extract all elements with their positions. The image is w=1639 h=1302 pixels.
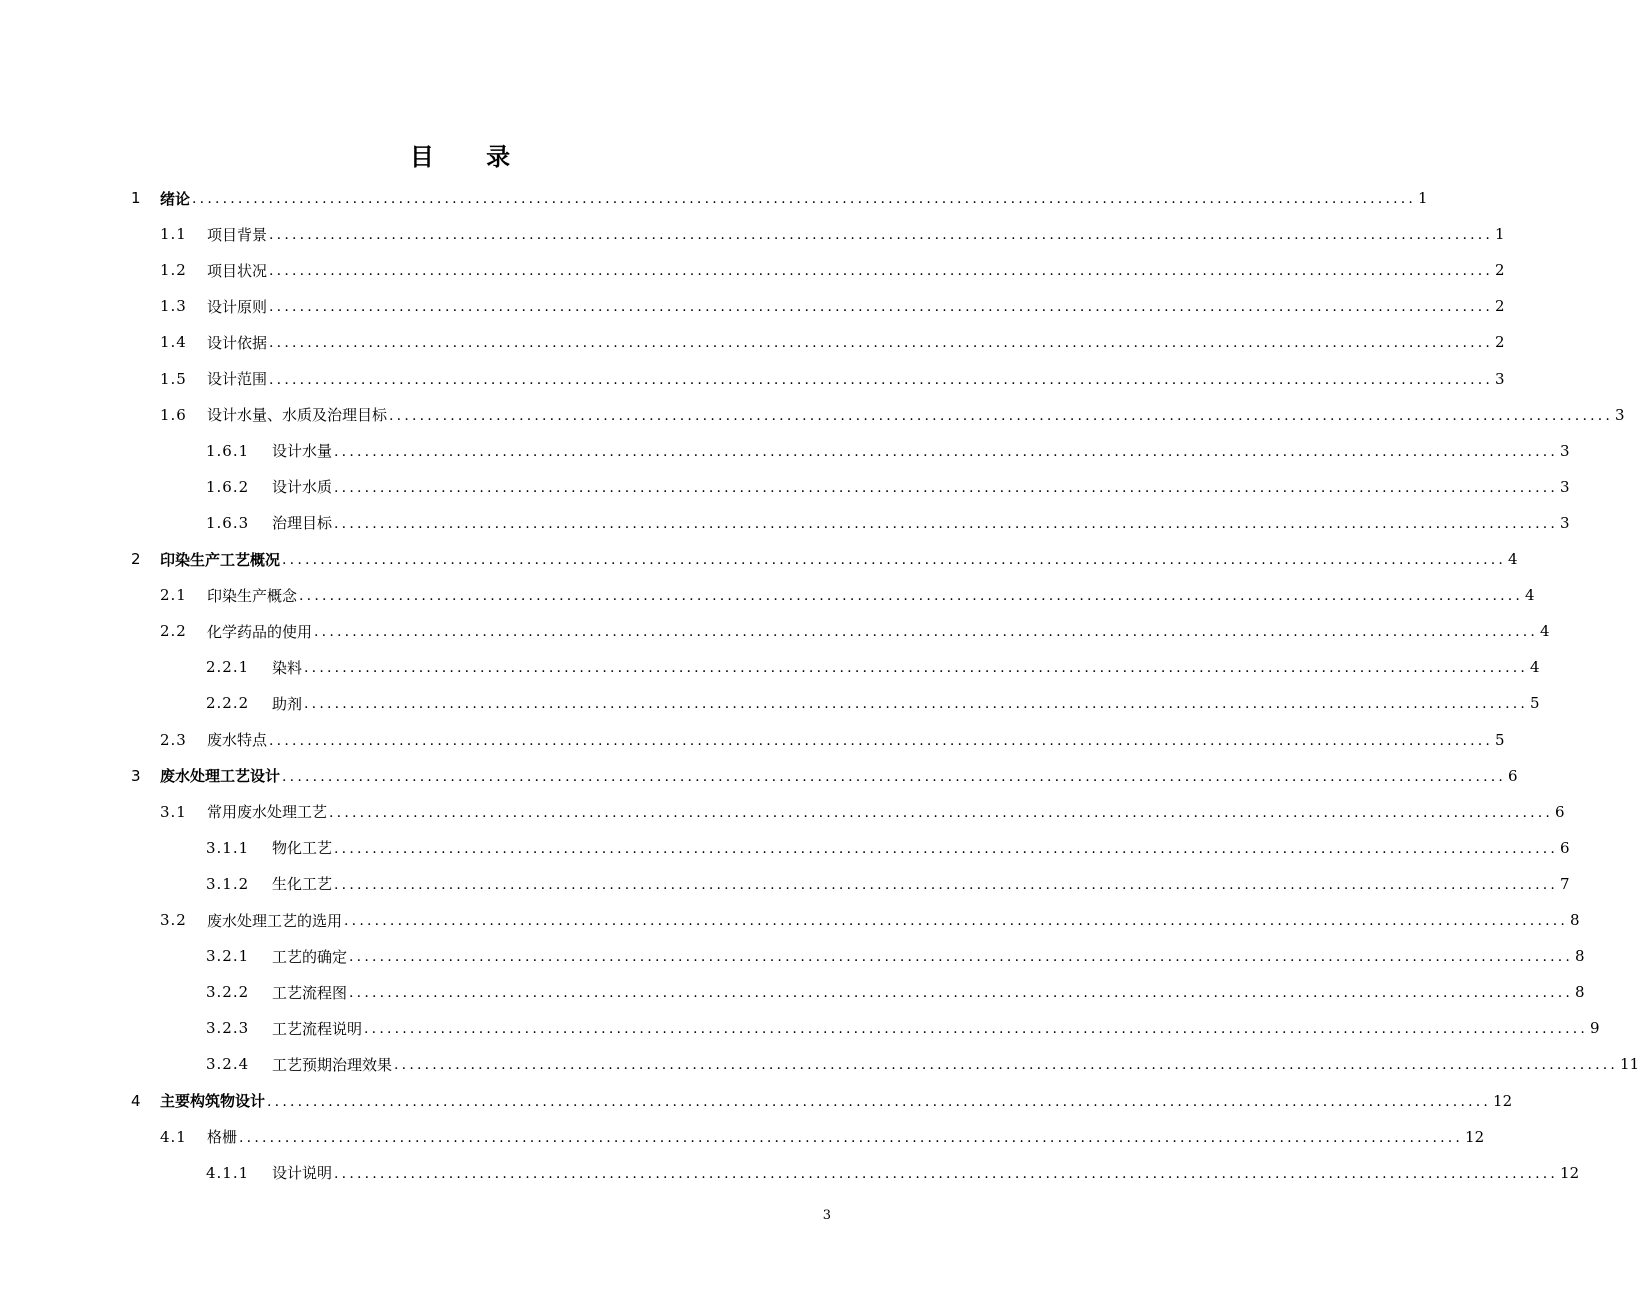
toc-entry-page: 5	[1495, 730, 1505, 749]
toc-entry-label: 设计水量	[272, 442, 333, 461]
toc-entry-page: 12	[1560, 1163, 1580, 1182]
toc-entry[interactable]	[160, 252, 1505, 288]
toc-entry-label: 项目状况	[207, 261, 268, 280]
toc-entry-page: 9	[1590, 1019, 1600, 1038]
toc-entry[interactable]	[160, 722, 1505, 758]
toc-entry-leader: ................................................................................................................................................................	[299, 588, 1524, 605]
toc-entry-leader: ................................................................................................................................................................	[282, 552, 1507, 568]
toc-entry-label: 工艺的确定	[272, 947, 348, 966]
toc-entry-leader: ................................................................................................................................................................	[269, 732, 1494, 749]
toc-entry-leader: ................................................................................................................................................................	[269, 335, 1494, 352]
toc-entry-label: 绪论	[160, 189, 191, 208]
toc-entry-leader: ................................................................................................................................................................	[282, 768, 1507, 785]
toc-entry-number: 2.2	[160, 622, 187, 641]
toc-entry[interactable]	[206, 866, 1570, 902]
toc-entry-number: 1.1	[160, 225, 187, 244]
toc-entry-leader: ................................................................................................................................................................	[334, 876, 1559, 893]
toc-entry-leader: ................................................................................................................................................................	[349, 985, 1574, 1002]
toc-entry-leader: ................................................................................................................................................................	[269, 227, 1494, 244]
toc-entry-page: 1	[1495, 225, 1505, 244]
toc-entry-label: 废水特点	[207, 731, 268, 749]
toc-entry-page: 4	[1540, 622, 1550, 641]
toc-entry-number: 3.2	[160, 911, 187, 929]
toc-entry[interactable]	[160, 361, 1505, 397]
toc-entry-leader: ................................................................................................................................................................	[269, 299, 1494, 316]
toc-entry[interactable]	[206, 938, 1585, 974]
toc-entry-number: 4	[131, 1091, 142, 1110]
toc-entry[interactable]	[206, 1046, 1639, 1082]
toc-entry-leader: ................................................................................................................................................................	[304, 696, 1529, 713]
toc-entry-number: 1.6.1	[206, 441, 250, 460]
toc-entry-label: 染料	[272, 658, 303, 677]
toc-entry-label: 物化工艺	[272, 839, 333, 858]
toc-entry[interactable]	[206, 649, 1540, 685]
toc-entry-page: 5	[1530, 694, 1540, 713]
toc-entry[interactable]	[206, 433, 1570, 469]
page-number: 3	[822, 1208, 831, 1223]
toc-entry[interactable]	[160, 324, 1505, 360]
toc-entry[interactable]	[206, 974, 1585, 1010]
toc-entry-number: 2.2.2	[206, 694, 250, 713]
toc-entry[interactable]	[206, 1155, 1580, 1191]
toc-entry-page: 3	[1560, 477, 1570, 496]
toc-entry-leader: ................................................................................................................................................................	[314, 624, 1539, 641]
toc-entry-page: 3	[1615, 405, 1625, 424]
toc-entry-leader: ................................................................................................................................................................	[334, 443, 1559, 460]
toc-entry-number: 1.6.3	[206, 513, 250, 532]
toc-entry-number: 1.6	[160, 405, 187, 424]
toc-entry[interactable]	[160, 902, 1580, 938]
toc-entry-leader: ................................................................................................................................................................	[334, 479, 1559, 496]
toc-entry-label: 印染生产工艺概况	[160, 550, 281, 569]
toc-entry-number: 1.6.2	[206, 477, 250, 496]
toc-entry-page: 1	[1418, 189, 1428, 207]
toc-entry-number: 1.2	[160, 261, 187, 280]
toc-entry-label: 化学药品的使用	[207, 622, 313, 641]
toc-entry-page: 4	[1508, 550, 1518, 568]
toc-entry-leader: ................................................................................................................................................................	[267, 1093, 1492, 1110]
toc-entry-number: 4.1	[160, 1127, 187, 1146]
toc-entry[interactable]	[160, 1119, 1485, 1155]
toc-entry-label: 助剂	[272, 694, 303, 713]
toc-entry-leader: ................................................................................................................................................................	[269, 371, 1494, 388]
toc-entry-page: 2	[1495, 333, 1505, 352]
toc-entry-number: 1.3	[160, 297, 187, 316]
toc-entry-number: 3.2.2	[206, 983, 250, 1002]
toc-entry[interactable]	[206, 685, 1540, 721]
toc-entry-leader: ................................................................................................................................................................	[394, 1057, 1619, 1074]
toc-entry-label: 主要构筑物设计	[160, 1092, 266, 1110]
toc-entry[interactable]	[206, 505, 1570, 541]
toc-entry-number: 1.4	[160, 333, 187, 352]
toc-entry[interactable]	[131, 758, 1518, 794]
toc-entry-label: 废水处理工艺的选用	[207, 911, 343, 930]
toc-entry-label: 设计水量、水质及治理目标	[207, 406, 388, 425]
toc-entry-label: 设计原则	[207, 297, 268, 316]
toc-entry-number: 3.1.1	[206, 838, 250, 857]
toc-entry-page: 12	[1493, 1091, 1513, 1110]
toc-entry[interactable]	[206, 469, 1570, 505]
toc-entry-number: 3.2.1	[206, 947, 250, 966]
toc-entry-label: 项目背景	[207, 225, 268, 244]
toc-entry-label: 工艺流程说明	[272, 1019, 363, 1038]
toc-entry-page: 6	[1560, 838, 1570, 857]
toc-entry-label: 生化工艺	[272, 875, 333, 894]
toc-entry-page: 3	[1495, 369, 1505, 388]
toc-entry-page: 11	[1620, 1055, 1639, 1074]
toc-entry-leader: ................................................................................................................................................................	[344, 913, 1569, 929]
toc-entry[interactable]	[131, 180, 1428, 216]
toc-entry[interactable]	[160, 397, 1625, 433]
toc-entry-page: 6	[1508, 766, 1518, 785]
toc-entry-number: 3.1	[160, 802, 187, 821]
toc-entry-number: 1	[131, 189, 142, 207]
toc-entry-label: 治理目标	[272, 514, 333, 533]
toc-entry-number: 1.5	[160, 369, 187, 388]
toc-entry-page: 6	[1555, 802, 1565, 821]
toc-entry[interactable]	[206, 830, 1570, 866]
toc-entry-number: 2.3	[160, 730, 187, 749]
toc-entry[interactable]	[160, 613, 1550, 649]
toc-entry[interactable]	[131, 541, 1518, 577]
toc-entry-leader: ................................................................................................................................................................	[364, 1021, 1589, 1038]
toc-entry-page: 8	[1575, 947, 1585, 966]
toc-entry[interactable]	[160, 288, 1505, 324]
toc-entry-page: 4	[1525, 586, 1535, 605]
toc-entry[interactable]	[131, 1083, 1513, 1119]
toc-entry-page: 2	[1495, 261, 1505, 280]
toc-entry-leader: ................................................................................................................................................................	[389, 407, 1614, 424]
toc-entry-number: 3.2.3	[206, 1019, 250, 1038]
toc-entry-label: 常用废水处理工艺	[207, 803, 328, 822]
toc-entry-leader: ................................................................................................................................................................	[329, 804, 1554, 821]
toc-entry-label: 设计范围	[207, 370, 268, 388]
toc-entry-leader: ................................................................................................................................................................	[192, 191, 1417, 207]
toc-entry[interactable]	[160, 794, 1565, 830]
toc-entry[interactable]	[160, 216, 1505, 252]
toc-entry-page: 12	[1465, 1127, 1485, 1146]
toc-entry-leader: ................................................................................................................................................................	[304, 660, 1529, 677]
toc-entry-number: 2.1	[160, 586, 187, 605]
toc-entry-label: 废水处理工艺设计	[160, 767, 281, 786]
toc-entry-number: 3	[131, 766, 142, 785]
toc-entry-leader: ................................................................................................................................................................	[334, 840, 1559, 857]
toc-entry-label: 格栅	[207, 1128, 238, 1147]
toc-entry[interactable]	[206, 1010, 1600, 1046]
toc-entry-page: 8	[1570, 911, 1580, 929]
toc-entry-number: 2	[131, 550, 142, 568]
toc-entry-page: 8	[1575, 983, 1585, 1002]
toc-title: 目 录	[409, 143, 533, 171]
toc-entry-page: 4	[1530, 658, 1540, 677]
toc-entry-label: 设计依据	[207, 333, 268, 352]
toc-entry-leader: ................................................................................................................................................................	[334, 515, 1559, 532]
toc-entry-number: 3.2.4	[206, 1055, 250, 1074]
toc-entry-leader: ................................................................................................................................................................	[349, 949, 1574, 966]
toc-entry-page: 2	[1495, 297, 1505, 316]
toc-entry-number: 4.1.1	[206, 1163, 250, 1182]
toc-entry-number: 3.1.2	[206, 874, 250, 893]
toc-entry-page: 3	[1560, 441, 1570, 460]
toc-entry-leader: ................................................................................................................................................................	[239, 1129, 1464, 1146]
toc-entry-page: 3	[1560, 513, 1570, 532]
toc-entry-label: 工艺流程图	[272, 983, 348, 1002]
toc-entry-leader: ................................................................................................................................................................	[334, 1165, 1559, 1182]
toc-entry-label: 印染生产概念	[207, 586, 298, 605]
toc-entry[interactable]	[160, 577, 1535, 613]
toc-entry-label: 设计水质	[272, 478, 333, 497]
toc-entry-page: 7	[1560, 874, 1570, 893]
toc-entry-label: 设计说明	[272, 1164, 333, 1183]
toc-entry-number: 2.2.1	[206, 658, 250, 677]
toc-entry-label: 工艺预期治理效果	[272, 1055, 393, 1074]
toc-entry-leader: ................................................................................................................................................................	[269, 263, 1494, 280]
